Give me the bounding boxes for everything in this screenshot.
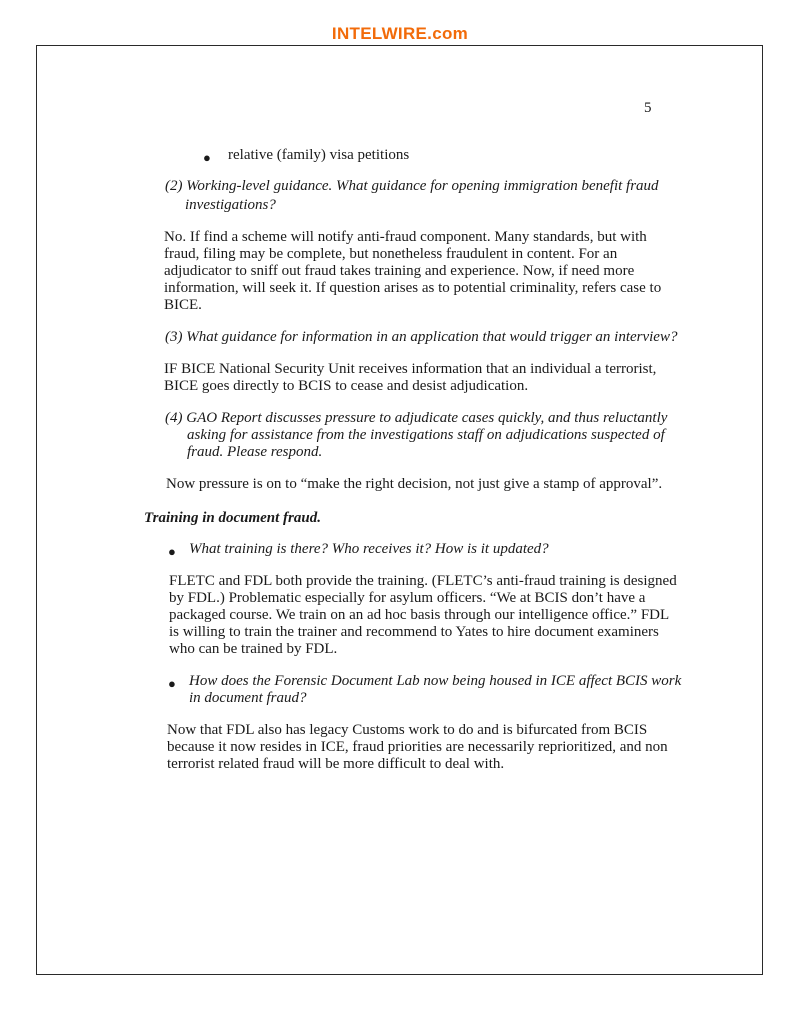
question-2-line-2: investigations? [185, 197, 276, 213]
answer-2-line-3: adjudicator to sniff out fraud takes training and experience. Now, if need more [164, 263, 635, 279]
answer-3-line-1: IF BICE National Security Unit receives information that an individual a terrorist, [164, 361, 657, 377]
page-number: 5 [644, 100, 652, 116]
bullet-item: relative (family) visa petitions [228, 147, 410, 163]
question-4-line-1: (4) GAO Report discusses pressure to adjudicate cases quickly, and thus reluctantly [165, 410, 668, 426]
watermark: INTELWIRE.com [331, 24, 469, 43]
answer-5-line-1: FLETC and FDL both provide the training. (FLETC’s anti-fraud training is designed [169, 573, 677, 589]
section-heading: Training in document fraud. [144, 510, 321, 526]
question-6-line-1: How does the Forensic Document Lab now being housed in ICE affect BCIS work [189, 673, 682, 689]
answer-5-line-3: packaged course. We train on an ad hoc basis through our intelligence office.” FDL [169, 607, 670, 623]
bullet-icon: ● [203, 150, 211, 165]
answer-6-line-2: because it now resides in ICE, fraud priorities are necessarily reprioritized, and non [167, 739, 668, 755]
answer-2-line-2: fraud, filing may be complete, but nonetheless fraudulent in content. For an [164, 246, 618, 262]
answer-2-line-5: BICE. [164, 297, 202, 313]
answer-5-line-5: who can be trained by FDL. [169, 641, 338, 657]
answer-5-line-4: is willing to train the trainer and recommend to Yates to hire document examiners [169, 624, 659, 640]
answer-2-line-4: information, will seek it. If question arises as to potential criminality, refers case to [164, 280, 662, 296]
question-5-line-1: What training is there? Who receives it? How is it updated? [189, 541, 549, 557]
question-3-line-1: (3) What guidance for information in an application that would trigger an interview? [165, 329, 678, 345]
bullet-icon: ● [168, 676, 176, 691]
answer-2-line-1: No. If find a scheme will notify anti-fraud component. Many standards, but with [164, 229, 647, 245]
answer-6-line-1: Now that FDL also has legacy Customs work to do and is bifurcated from BCIS [167, 722, 648, 738]
answer-5-line-2: by FDL.) Problematic especially for asylum officers. “We at BCIS don’t have a [169, 590, 646, 606]
question-2-line-1: (2) Working-level guidance. What guidance for opening immigration benefit fraud [165, 178, 659, 194]
bullet-icon: ● [168, 544, 176, 559]
question-4-line-2: asking for assistance from the investigations staff on adjudications suspected of [187, 427, 665, 443]
answer-6-line-3: terrorist related fraud will be more difficult to deal with. [167, 756, 505, 772]
answer-3-line-2: BICE goes directly to BCIS to cease and desist adjudication. [164, 378, 529, 394]
answer-4-line-1: Now pressure is on to “make the right decision, not just give a stamp of approval”. [166, 476, 663, 492]
question-4-line-3: fraud. Please respond. [187, 444, 323, 460]
question-6-line-2: in document fraud? [189, 690, 307, 706]
